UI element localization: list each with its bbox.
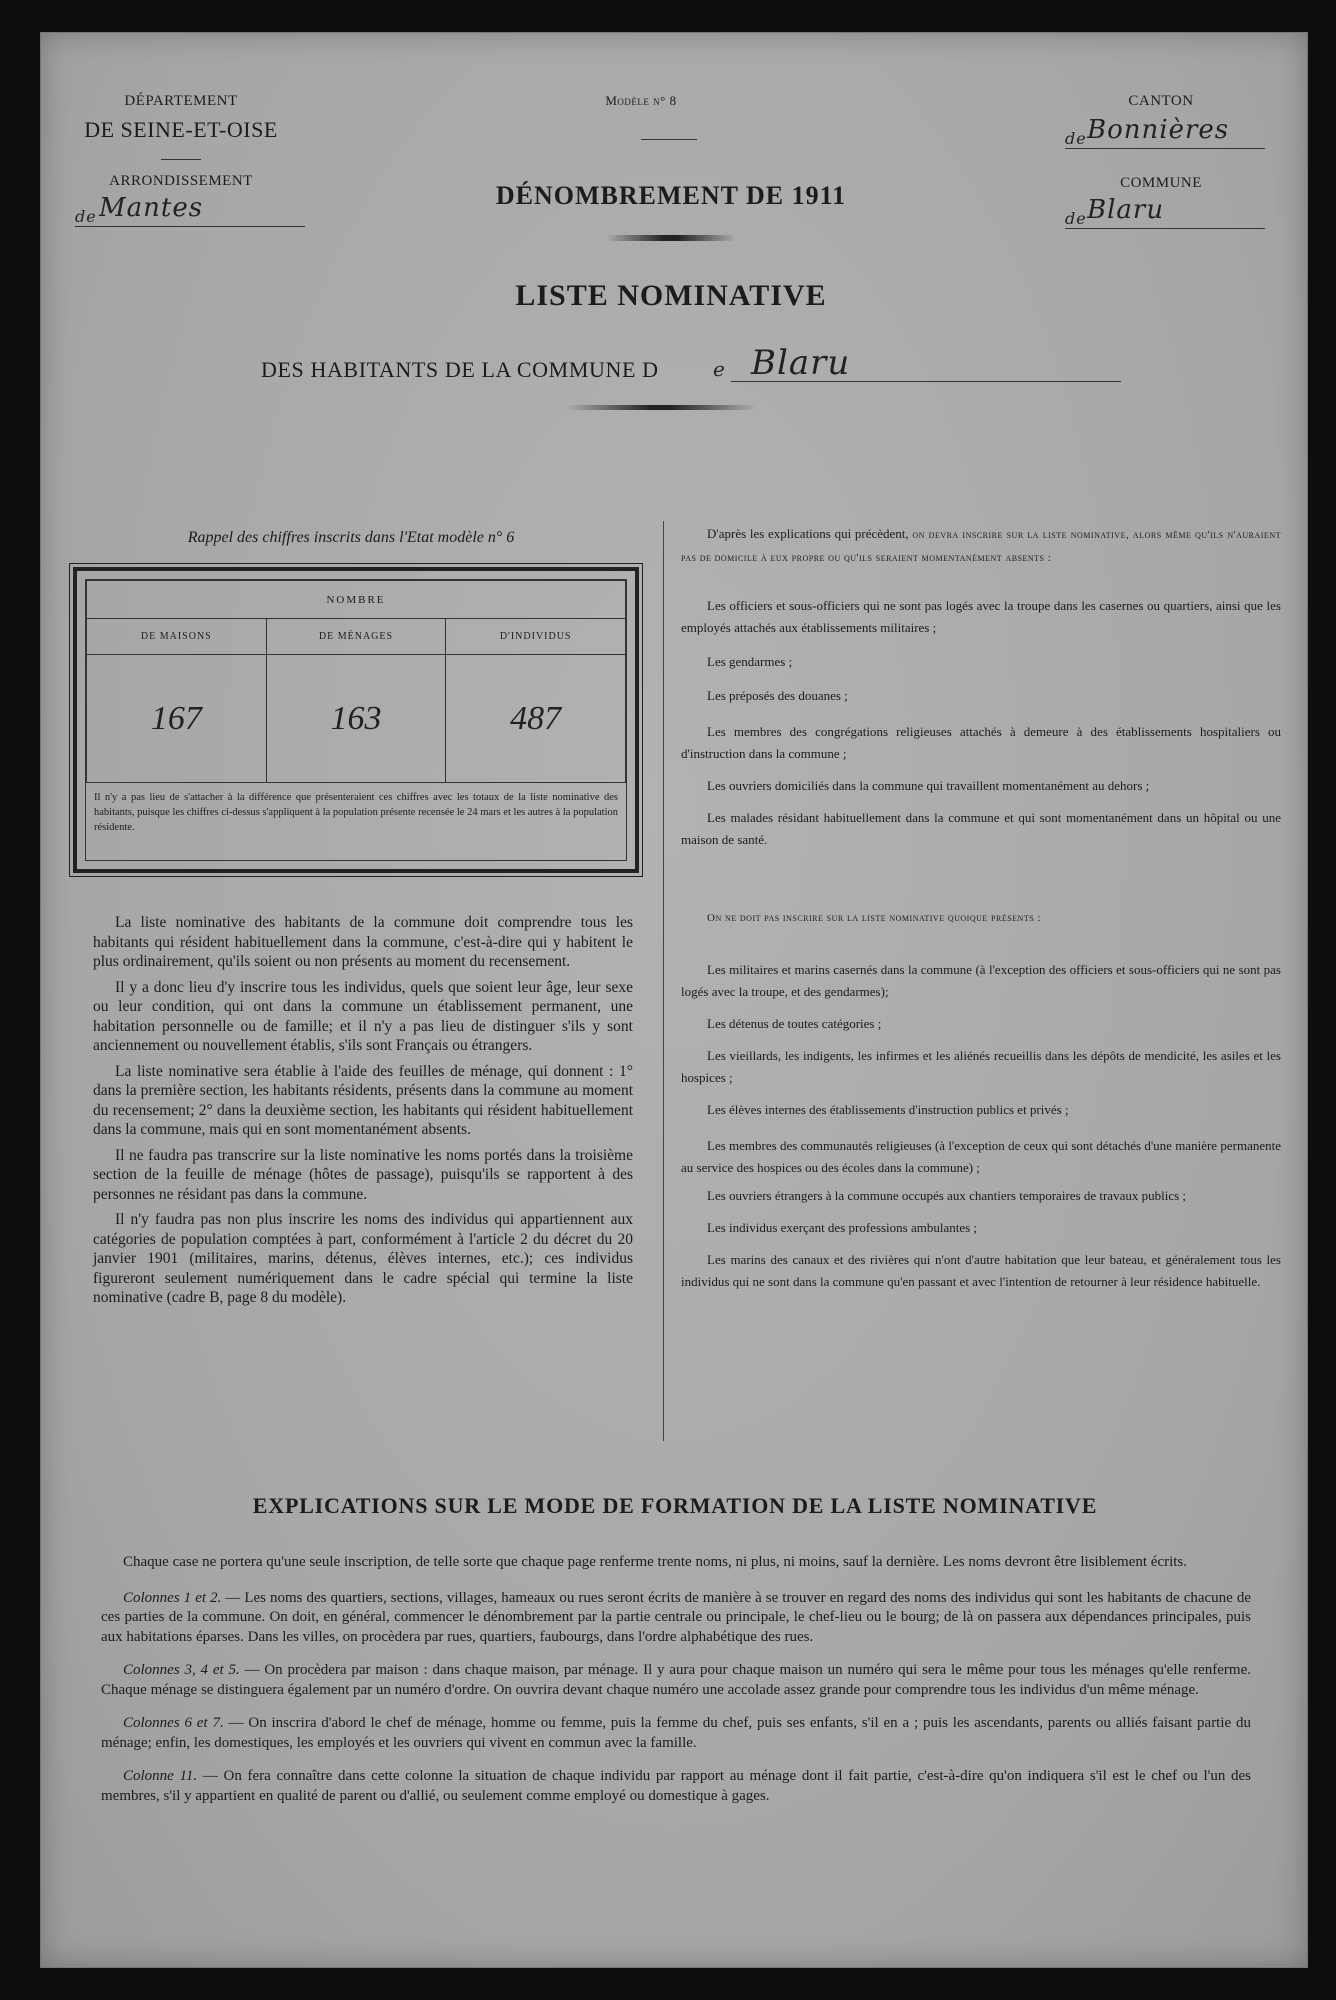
right-instructions — [681, 523, 1281, 1293]
explications-item-3 — [101, 1714, 1251, 1753]
maisons-value: 167 — [87, 655, 267, 783]
commune-title-line — [261, 343, 1111, 385]
modele-label: Modèle n° 8 — [605, 93, 677, 108]
rappel-note: Il n'y a pas lieu de s'attacher à la différence que présenteraient ces chiffres avec les totaux de la liste nominative des habitants, puisque les chiffres ci-dessus s'appliquent à la population présente recensée le 24 mars et les autres à la population résidente. — [94, 792, 618, 833]
right-intro — [681, 523, 1281, 569]
inscrire-item-6: Les malades résidant habituellement dans la commune et qui sont momentanément dans un hôpital ou une maison de santé. — [681, 810, 1281, 847]
arrondissement-prefix: de — [75, 207, 97, 226]
commune-label: COMMUNE — [1120, 175, 1202, 191]
commune-title-text: DES HABITANTS DE LA COMMUNE D — [261, 357, 659, 382]
commune-title-value: Blaru — [751, 343, 851, 383]
commune-value: Blaru — [1087, 195, 1165, 225]
left-para-3: La liste nominative sera établie à l'aide des feuilles de ménage, qui donnent : 1° dans la première section, les habitants résidents, présents dans la commune au moment du recensement; 2° dans la deuxième section, les habitants qui résident habituellement dans la commune, mais qui en sont momentanément absents. — [93, 1062, 633, 1138]
modele-divider — [641, 139, 697, 140]
exclure-item-8: Les marins des canaux et des rivières qui n'ont d'autre habitation que leur bateau, et généralement tous les individus qui ne sont dans la commune qu'en passant et avec l'intention de retourner à leur résidence habituelle. — [681, 1252, 1281, 1289]
nombre-header: NOMBRE — [87, 581, 626, 619]
explications-item-2-label: Colonnes 3, 4 et 5. — [123, 1662, 240, 1678]
right-intro-a: D'après les explications qui précèdent, — [707, 526, 913, 541]
explications-item-1-label: Colonnes 1 et 2. — [123, 1589, 222, 1606]
exclure-item-7: Les individus exerçant des professions ambulantes ; — [707, 1220, 978, 1235]
commune-field — [1065, 197, 1265, 229]
explications-item-1-text: — Les noms des quartiers, sections, villages, hameaux ou rues seront écrits de manière à se trouver en regard des noms des individus qui sont les habitants de chacune de ces parties de la commune. On doit, en général, commencer le dénombrement par la partie centrale ou principale, le chef-lieu ou le bourg; de là on passera aux dépendances principales, puis aux habitations éparses. Dans les villes, on procèdera par rues, quartiers, faubourgs, dans l'ordre alphabétique des rues. — [101, 1589, 1251, 1645]
left-instructions — [93, 913, 633, 1308]
commune-prefix: de — [1065, 209, 1087, 228]
inscrire-item-4: Les membres des congrégations religieuses attachés à demeure à des établissements hospitaliers ou d'instruction dans la commune ; — [681, 724, 1281, 761]
individus-value: 487 — [446, 655, 626, 783]
explications-item-3-text: — On inscrira d'abord le chef de ménage, homme ou femme, puis la femme du chef, puis ses enfants, s'il en a ; puis les ascendants, parents ou alliés faisant partie du ménage; enfin, les domestiques, les employés et les ouvriers qui vivent en commun avec la famille. — [101, 1715, 1252, 1751]
explications-item-1 — [101, 1589, 1251, 1648]
inscrire-item-2: Les gendarmes ; — [707, 654, 793, 669]
inscrire-item-1: Les officiers et sous-officiers qui ne sont pas logés avec la troupe dans les casernes ou quartiers, ainsi que les employés attachés aux établissements militaires ; — [681, 598, 1281, 635]
ne-pas-inscrire-heading: On ne doit pas inscrire sur la liste nominative quoique présents : — [707, 912, 1041, 924]
canton-field — [1065, 117, 1265, 149]
menages-value: 163 — [266, 655, 446, 783]
arrondissement-field — [75, 195, 305, 227]
right-intro-b: on devra inscrire sur la liste nominative, alors même qu'ils n'auraient pas de domicile à eux propre ou qu'ils seraient momentanément absents : — [681, 529, 1281, 564]
header-divider — [161, 159, 201, 160]
canton-value: Bonnières — [1087, 115, 1230, 145]
explications-item-4-label: Colonne 11. — [123, 1768, 198, 1784]
exclure-item-6: Les ouvriers étrangers à la commune occupés aux chantiers temporaires de travaux publics ; — [707, 1188, 1187, 1203]
departement-label: DÉPARTEMENT — [124, 93, 238, 109]
exclure-item-1: Les militaires et marins casernés dans la commune (à l'exception des officiers et sous-officiers qui ne sont pas logés avec la troupe, et des gendarmes); — [681, 962, 1281, 999]
liste-nominative-title: LISTE NOMINATIVE — [515, 279, 827, 312]
departement-value: DE SEINE-ET-OISE — [84, 117, 278, 142]
explications-item-2 — [101, 1661, 1251, 1700]
census-page — [40, 32, 1308, 1968]
rappel-table — [86, 580, 626, 783]
col-maisons-header: DE MAISONS — [87, 619, 267, 655]
left-para-2: Il y a donc lieu d'y inscrire tous les individus, quels que soient leur âge, leur sexe ou leur condition, qui ont dans la commune un établissement permanent, une habitation personnelle ou de famille; et il n'y a pas lieu de distinguer s'ils y sont anciennement ou nouvellement établis, s'ils sont Français ou étrangers. — [93, 978, 633, 1054]
inscrire-item-5: Les ouvriers domiciliés dans la commune qui travaillent momentanément au dehors ; — [707, 778, 1150, 793]
explications-intro: Chaque case ne portera qu'une seule inscription, de telle sorte que chaque page renferme trente noms, ni plus, ni moins, sauf la dernière. Les noms devront être lisiblement écrits. — [123, 1554, 1188, 1570]
commune-title-underline — [731, 381, 1121, 382]
column-separator — [663, 521, 664, 1441]
ornament-1 — [606, 235, 736, 241]
explications-body — [101, 1553, 1251, 1806]
left-para-4: Il ne faudra pas transcrire sur la liste nominative les noms portés dans la troisième section de la feuille de ménage (hôtes de passage), puisqu'ils se rapportent à des personnes ne résidant pas dans la commune. — [93, 1146, 633, 1203]
arrondissement-value: Mantes — [99, 193, 204, 223]
left-para-1: La liste nominative des habitants de la commune doit comprendre tous les habitants qui résident habituellement dans la commune, c'est-à-dire qui y habitent le plus ordinairement, qu'ils soient ou non présents au moment du recensement. — [93, 914, 633, 970]
arrondissement-label: ARRONDISSEMENT — [109, 173, 253, 189]
rappel-box-inner — [85, 579, 627, 861]
commune-title-prefix: e — [713, 357, 726, 381]
ornament-2 — [566, 405, 756, 410]
canton-prefix: de — [1065, 129, 1087, 148]
denombrement-title: DÉNOMBREMENT DE 1911 — [495, 181, 847, 210]
canton-label: CANTON — [1128, 93, 1194, 109]
explications-item-2-text: — On procèdera par maison : dans chaque maison, par ménage. Il y aura pour chaque maison un numéro qui sera le même pour tous les ménages qu'elle renferme. Chaque ménage se distinguera également par un numéro d'ordre. On ouvrira devant chaque numéro une accolade assez grande pour comprendre tous les individus d'un même ménage. — [101, 1662, 1251, 1698]
explications-item-3-label: Colonnes 6 et 7. — [123, 1715, 224, 1731]
rappel-box — [73, 567, 639, 873]
exclure-item-5: Les membres des communautés religieuses (à l'exception de ceux qui sont détachés d'une manière permanente au service des hospices ou des écoles dans la commune) ; — [681, 1138, 1281, 1175]
explications-title: EXPLICATIONS SUR LE MODE DE FORMATION DE LA LISTE NOMINATIVE — [252, 1493, 1098, 1518]
inscrire-item-3: Les préposés des douanes ; — [707, 688, 848, 703]
col-menages-header: DE MÉNAGES — [266, 619, 446, 655]
explications-item-4-text: — On fera connaître dans cette colonne la situation de chaque individu par rapport au ménage dont il fait partie, c'est-à-dire qu'on indiquera s'il est le chef ou l'un des membres, s'il y appartient en qualité de parent ou d'allié, ou seulement comme employé ou domestique à gages. — [101, 1768, 1251, 1804]
exclure-item-2: Les détenus de toutes catégories ; — [707, 1016, 882, 1031]
exclure-item-4: Les élèves internes des établissements d'instruction publics et privés ; — [707, 1102, 1069, 1117]
col-individus-header: D'INDIVIDUS — [446, 619, 626, 655]
exclure-item-3: Les vieillards, les indigents, les infirmes et les aliénés recueillis dans les dépôts de mendicité, les asiles et les hospices ; — [681, 1048, 1281, 1085]
left-para-5: Il n'y faudra pas non plus inscrire les noms des individus qui appartiennent aux catégories de population comptées à part, conformément à l'article 2 du décret du 20 janvier 1901 (militaires, marins, détenus, élèves internes, etc.); ces individus figureront seulement numériquement dans le cadre spécial qui termine la liste nominative (cadre B, page 8 du modèle). — [93, 1211, 633, 1306]
explications-item-4 — [101, 1767, 1251, 1806]
rappel-caption: Rappel des chiffres inscrits dans l'Etat modèle n° 6 — [187, 529, 515, 546]
